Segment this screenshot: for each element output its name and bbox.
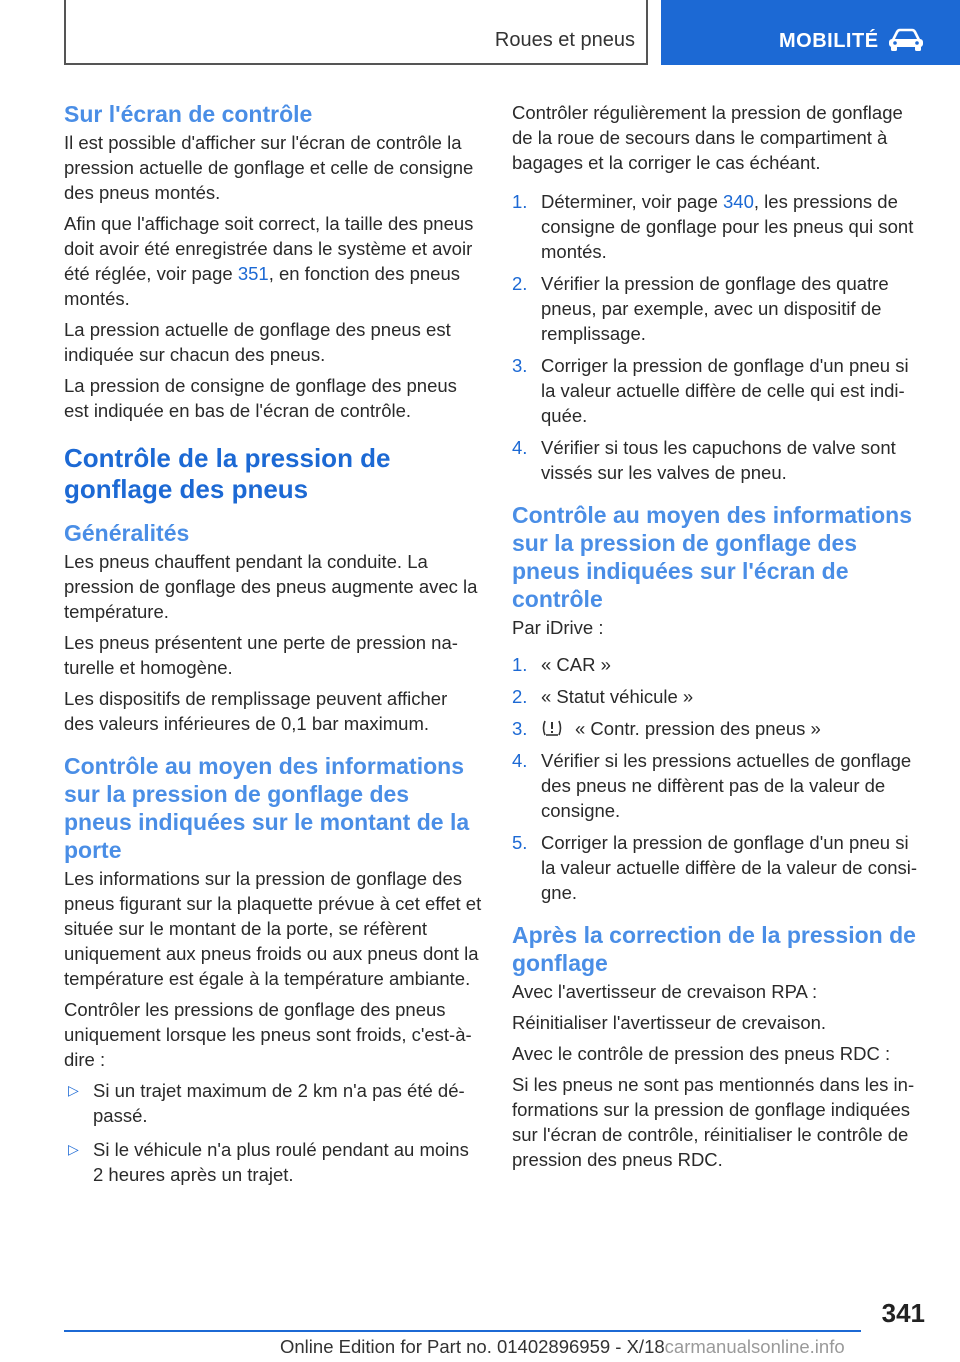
paragraph: Les dispositifs de remplissage peuvent afficher des valeurs inférieures de 0,1 bar maximum. [64,688,448,734]
list-item: 5. Corriger la pression de gonflage d'un pneu si la valeur actuelle diffère de la valeur de consigne. [512,832,918,903]
section-heading-general: Généralités [64,520,190,546]
step-number: 2. [512,273,528,294]
step-number: 1. [512,654,528,675]
paragraph: Si les pneus ne sont pas mentionnés dans les informations sur la pression de gonflage indiquées sur l'écran de contrôle, réinitialiser le contrôle de pression des pneus RDC. [512,1074,915,1170]
page-number: 341 [881,1298,925,1328]
step-number: 4. [512,437,528,458]
list-item: ▷ Si le véhicule n'a plus roulé pendant au moins 2 heures après un trajet. [68,1139,469,1185]
triangle-bullet-icon: ▷ [68,1082,79,1098]
list-item: 1. Déterminer, voir page 340, les pressions de consigne de gonflage pour les pneus qui sont montés. [512,191,914,262]
section-heading-screen: Sur l'écran de contrôle [64,101,313,127]
paragraph: Les informations sur la pression de gonflage des pneus figurant sur la plaquette prévue à cet effet et située sur le montant de la porte, se réfèrent uniquement aux pneus froids ou aux pneus dont la température est égale à la température ambiante. [64,868,482,989]
paragraph: Les pneus présentent une perte de pression naturelle et homogène. [64,632,458,678]
list-item: 2. Vérifier la pression de gonflage des quatre pneus, par exemple, avec un dispositif de remplissage. [512,273,889,344]
list-item: 3. « Contr. pression des pneus » [512,718,821,739]
step-number: 4. [512,750,528,771]
paragraph: Contrôler les pressions de gonflage des pneus uniquement lorsque les pneus sont froids, c'est-à-dire : [64,999,472,1070]
paragraph: Afin que l'affichage soit correct, la taille des pneus doit avoir été enregistrée dans le système et avoir été réglée, voir page 351, en fonction des pneus montés. [64,213,474,309]
header-divider-right [646,0,648,64]
paragraph: La pression actuelle de gonflage des pneus est indiquée sur chacun des pneus. [64,319,451,365]
section-heading-after: Après la correction de la pression de gonflage [512,922,916,976]
step-number: 3. [512,718,528,739]
step-number: 2. [512,686,528,707]
paragraph: La pression de consigne de gonflage des pneus est indiquée en bas de l'écran de contrôle. [64,375,457,421]
section-heading-screen-check: Contrôle au moyen des informations sur la pression de gonflage des pneus indiquées sur l'écran de contrôle [512,502,912,612]
page-link-340[interactable]: 340 [723,191,754,212]
header-chapter-tab [661,0,960,65]
paragraph: Avec l'avertisseur de crevaison RPA : [512,981,818,1002]
header-section-title: Roues et pneus [494,29,635,51]
left-column [64,100,482,1196]
step-number: 1. [512,191,528,212]
paragraph: Les pneus chauffent pendant la conduite. La pression de gonflage des pneus augmente avec la température. [64,551,478,622]
watermark: carmanualsonline.info [664,1336,845,1357]
paragraph: Par iDrive : [512,617,604,638]
car-icon [887,28,925,52]
paragraph: Avec le contrôle de pression des pneus RDC : [512,1043,891,1064]
right-column [512,100,928,1178]
section-heading-door: Contrôle au moyen des informations sur la pression de gonflage des pneus indiquées sur le montant de la porte [64,753,470,863]
triangle-bullet-icon: ▷ [68,1141,79,1157]
header-divider-left [64,0,66,64]
header-underline [64,63,648,65]
chapter-tab-label: MOBILITÉ [779,30,879,52]
paragraph: Il est possible d'afficher sur l'écran de contrôle la pression actuelle de gonflage et celle de consigne des pneus montés. [64,132,474,203]
page-link-351[interactable]: 351 [237,263,269,284]
footer-divider [64,1330,861,1332]
list-item: 2. « Statut véhicule » [512,686,694,707]
paragraph: Réinitialiser l'avertisseur de crevaison. [512,1012,827,1033]
list-item: 1. « CAR » [512,654,611,675]
paragraph: Contrôler régulièrement la pression de gonflage de la roue de secours dans le compartiment à bagages et la corriger le cas échéant. [512,102,903,173]
list-item: 4. Vérifier si tous les capuchons de valve sont vissés sur les valves de pneu. [512,437,896,483]
list-item: 3. Corriger la pression de gonflage d'un pneu si la valeur actuelle diffère de celle qui est indiquée. [512,355,909,426]
footer-edition: Online Edition for Part no. 01402896959 - X/18carmanualsonline.info [280,1336,845,1357]
step-number: 5. [512,832,528,853]
list-item: 4. Vérifier si les pressions actuelles de gonflage des pneus ne diffèrent pas de la valeur de consigne. [512,750,912,821]
step-number: 3. [512,355,528,376]
list-item: ▷ Si un trajet maximum de 2 km n'a pas été dépassé. [68,1080,465,1126]
main-heading: Contrôle de la pression de gonflage des pneus [64,443,391,504]
tire-pressure-warning-icon [541,718,563,738]
